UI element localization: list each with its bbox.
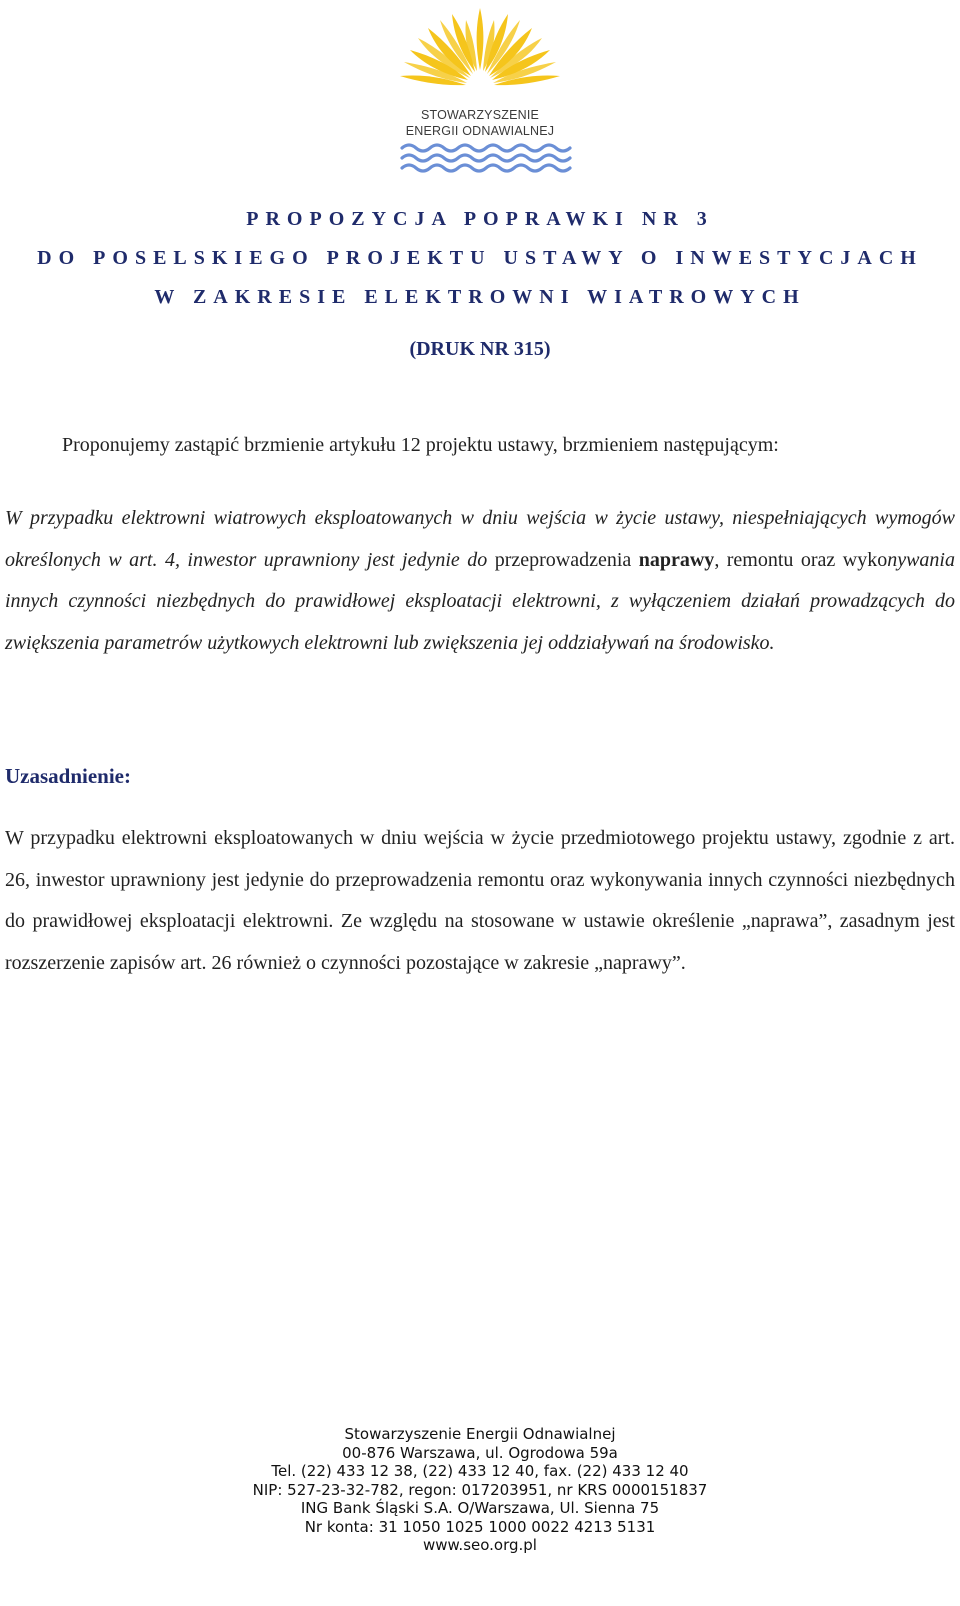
footer-phones: Tel. (22) 433 12 38, (22) 433 12 40, fax. (22) 433 12 40 bbox=[271, 1462, 689, 1480]
logo-text-line1: STOWARZYSZENIE bbox=[420, 108, 540, 122]
footer-address: 00-876 Warszawa, ul. Ogrodowa 59a bbox=[342, 1443, 618, 1462]
footer bbox=[0, 1425, 960, 1555]
footer-bank: ING Bank Śląski S.A. O/Warszawa, Ul. Sienna 75 bbox=[300, 1499, 660, 1517]
print-number: (DRUK NR 315) bbox=[409, 338, 551, 360]
proposal-intro: Proponujemy zastąpić brzmienie artykułu 12 projektu ustawy, brzmieniem następującym: bbox=[62, 434, 779, 456]
proposal-text-part4: nywania innych czynności niezbędnych do prawidłowej eksploatacji elektrowni, z wyłączeniem działań prowadzących do zwiększenia parametrów użytkowych elektrowni lub zwiększenia jej oddziaływań na środowisko. bbox=[5, 548, 955, 654]
justification-heading: Uzasadnienie: bbox=[5, 764, 131, 788]
footer-account: Nr konta: 31 1050 1025 1000 0022 4213 5131 bbox=[304, 1517, 656, 1536]
justification-text: W przypadku elektrowni eksploatowanych w dniu wejścia w życie przedmiotowego projektu ustawy, zgodnie z art. 26, inwestor uprawniony jest jedynie do przeprowadzenia remontu oraz wykonywania innych czynności niezbędnych do prawidłowej eksploatacji elektrowni. Ze względu na stosowane w ustawie określenie „naprawa”, zasadnym jest rozszerzenie zapisów art. 26 również o czynności pozostające w zakresie „naprawy”. bbox=[5, 827, 955, 974]
footer-org: Stowarzyszenie Energii Odnawialnej bbox=[344, 1425, 616, 1443]
document-title-line1: PROPOZYCJA POPRAWKI NR 3 bbox=[246, 208, 714, 230]
document-title-line2: DO POSELSKIEGO PROJEKTU USTAWY O INWESTYCJACH bbox=[37, 247, 923, 269]
proposal-text-part3: , remontu oraz wyko bbox=[714, 548, 888, 571]
proposal-text-part2: przeprowadzenia bbox=[494, 548, 639, 571]
footer-website[interactable]: www.seo.org.pl bbox=[423, 1536, 537, 1554]
logo-text-line2: ENERGII ODNAWIALNEJ bbox=[405, 124, 555, 138]
sun-waves-logo-icon bbox=[380, 0, 580, 175]
document-title-line3: W ZAKRESIE ELEKTROWNI WIATROWYCH bbox=[154, 286, 806, 308]
proposal-text-bold: naprawy bbox=[638, 548, 715, 571]
proposal-text bbox=[5, 498, 955, 664]
footer-ids: NIP: 527-23-32-782, regon: 017203951, nr KRS 0000151837 bbox=[252, 1480, 708, 1499]
organization-logo bbox=[380, 0, 580, 175]
proposal-text-part1: W przypadku elektrowni wiatrowych eksploatowanych w dniu wejścia w życie ustawy, niespełniających wymogów określonych w art. 4, inwestor uprawniony jest jedynie do bbox=[5, 507, 955, 571]
